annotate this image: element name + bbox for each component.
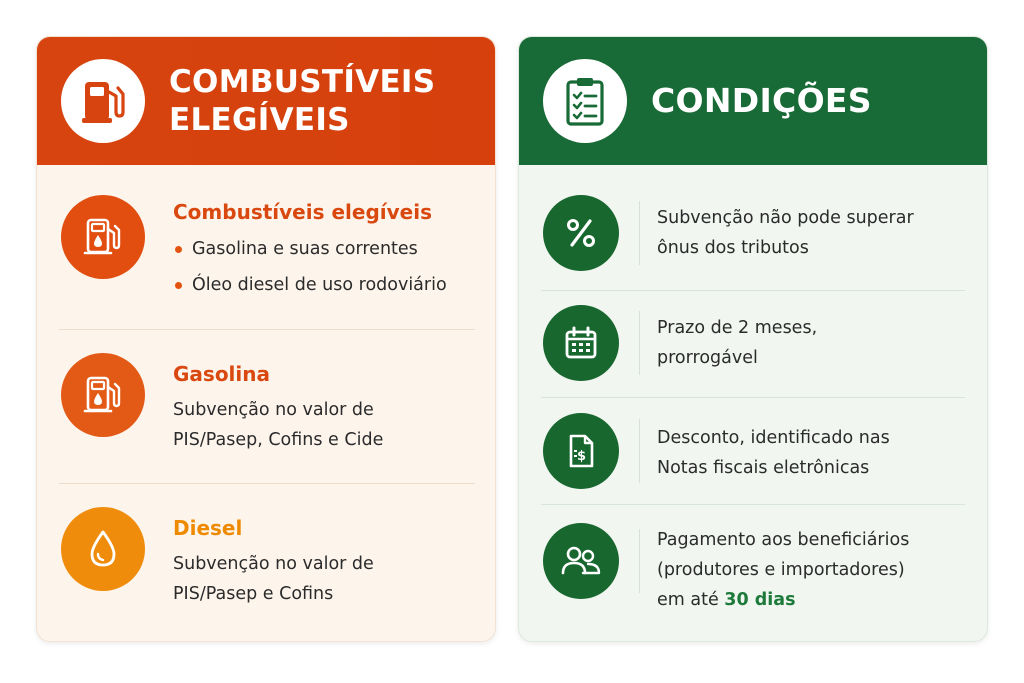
divider [541,397,965,398]
condition-item [657,203,914,263]
conditions-header [519,37,987,165]
fuel-pump-drop-icon [61,353,145,437]
item-title: Gasolina [173,362,271,386]
users-icon [543,523,619,599]
condition-line: (produtores e importadores) [657,560,905,580]
title-line-1: COMBUSTÍVEIS [169,64,436,100]
item-body-line: PIS/Pasep e Cofins [173,584,334,604]
item-title: Combustíveis elegíveis [173,200,432,224]
title-line-2: ELEGÍVEIS [169,102,350,138]
separator [639,419,640,483]
diesel-item [173,515,374,609]
condition-line [657,585,909,615]
bullet-text: Gasolina e suas correntes [192,239,418,259]
eligible-fuels-item [173,199,447,303]
condition-line: Notas fiscais eletrônicas [657,458,870,478]
divider [541,290,965,291]
item-body-line: Subvenção no valor de [173,400,374,420]
eligible-fuels-title [169,63,435,139]
divider [59,483,475,484]
fuel-pump-icon [61,59,145,143]
divider [541,504,965,505]
conditions-title: CONDIÇÕES [651,81,872,120]
eligible-fuels-header [37,37,495,165]
condition-line: prorrogável [657,348,758,368]
invoice-dollar-icon [543,413,619,489]
item-body-line: PIS/Pasep, Cofins e Cide [173,430,384,450]
svg-text:$: $ [576,449,587,464]
condition-item [657,313,817,373]
condition-line: Prazo de 2 meses, [657,318,818,338]
condition-item [657,525,909,615]
eligible-fuels-panel [36,36,496,642]
fuel-pump-drop-icon [61,195,145,279]
condition-line: Desconto, identificado nas [657,428,890,448]
calendar-icon [543,305,619,381]
bullet-text: Óleo diesel de uso rodoviário [192,275,447,295]
percent-icon [543,195,619,271]
bullet-item [173,231,447,267]
separator [639,311,640,375]
divider [59,329,475,330]
item-body-line: Subvenção no valor de [173,554,374,574]
bullet-dot [175,246,182,253]
highlight-days: 30 dias [724,590,796,610]
bullet-dot [175,282,182,289]
condition-text: em até [657,590,725,610]
drop-icon [61,507,145,591]
bullet-item [173,267,447,303]
separator [639,529,640,593]
condition-line: Subvenção não pode superar [657,208,914,228]
item-title: Diesel [173,516,243,540]
conditions-panel [518,36,988,642]
separator [639,201,640,265]
condition-line: Pagamento aos beneficiários [657,530,910,550]
clipboard-checklist-icon [543,59,627,143]
condition-item [657,423,890,483]
gasoline-item [173,361,383,455]
condition-line: ônus dos tributos [657,238,809,258]
